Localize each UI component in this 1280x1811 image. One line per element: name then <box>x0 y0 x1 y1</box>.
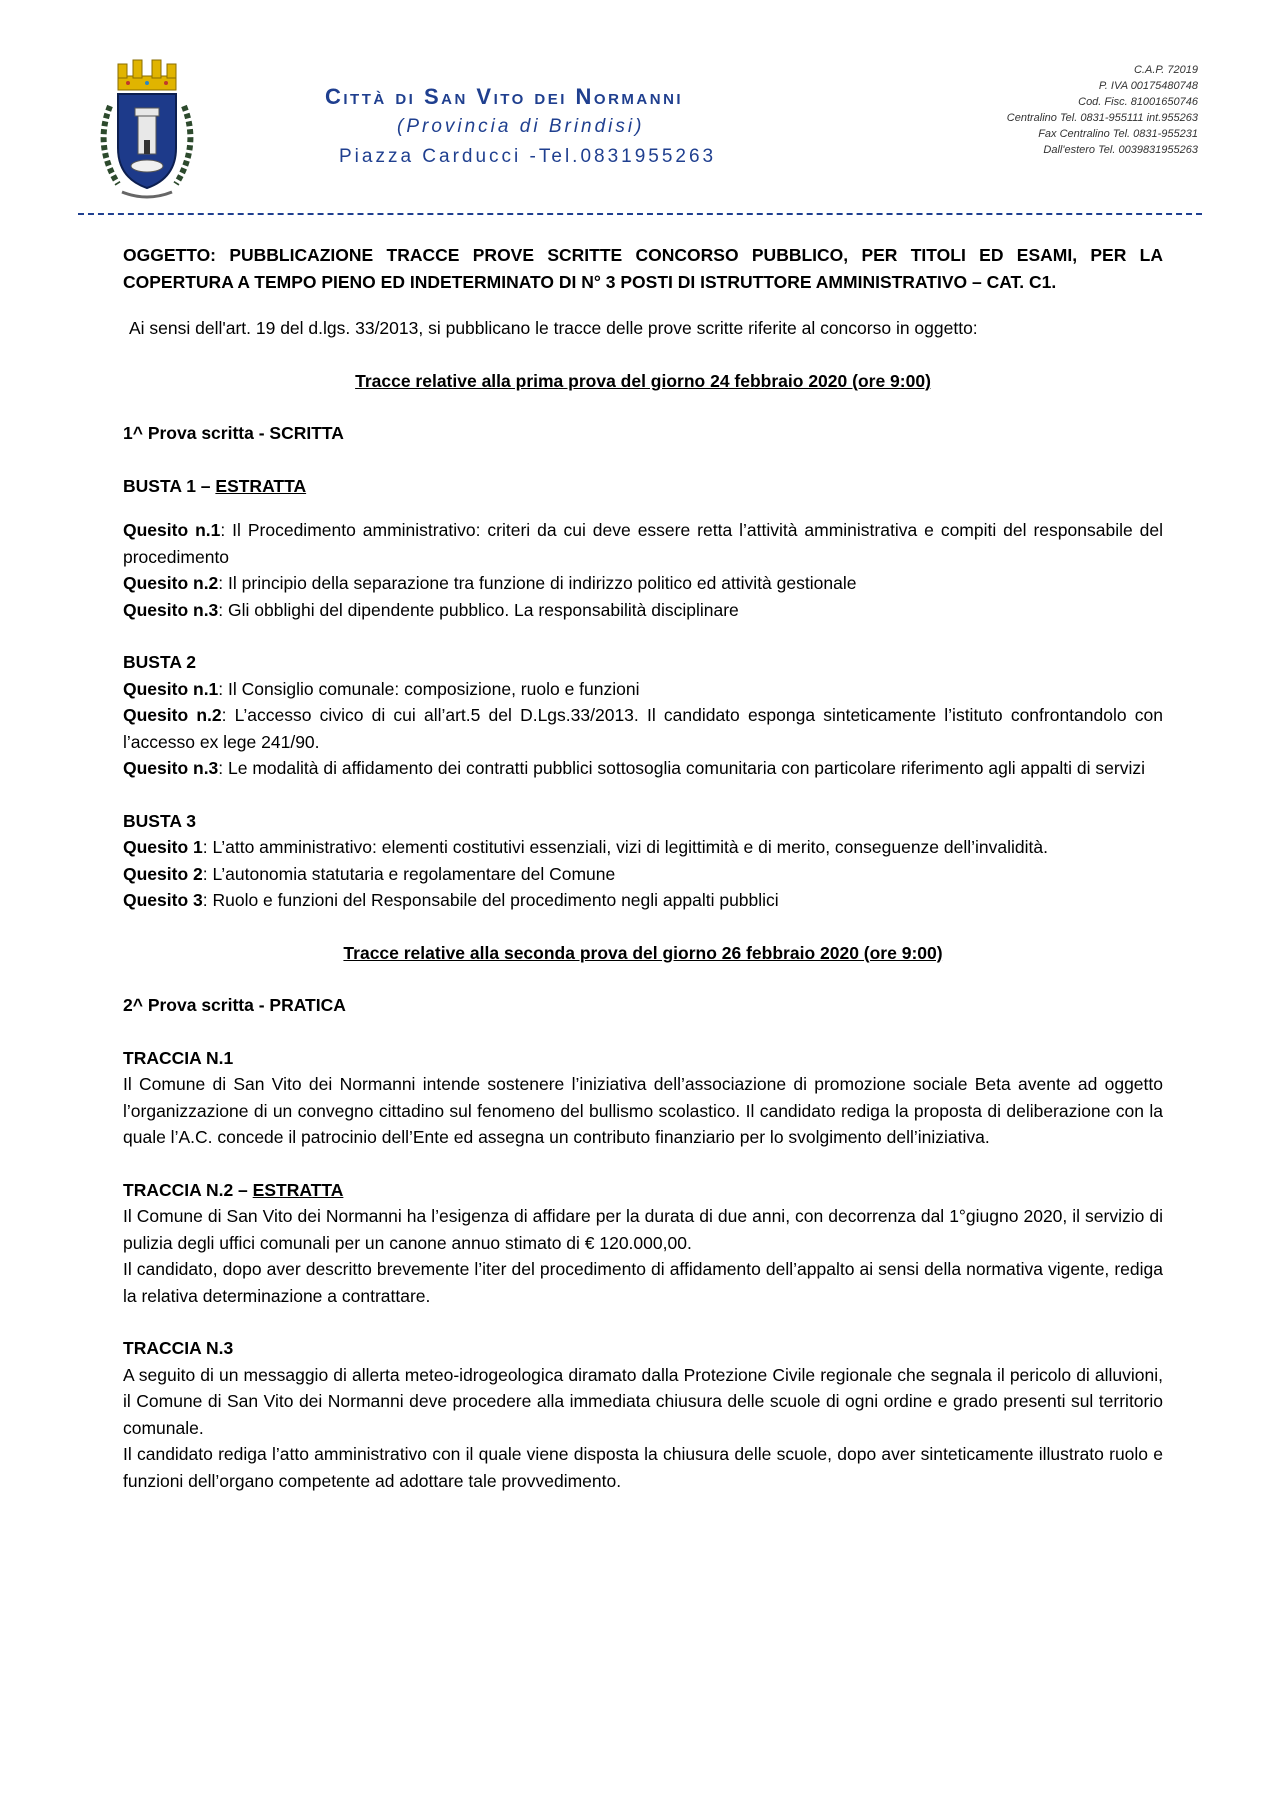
busta3-q2: Quesito 2: L’autonomia statutaria e regolamentare del Comune <box>123 863 616 884</box>
contact-piva: P. IVA 00175480748 <box>1098 80 1198 92</box>
second-test-heading: 2^ Prova scritta - PRATICA <box>123 995 346 1015</box>
org-address: Piazza Carducci -Tel.0831955263 <box>339 146 717 167</box>
org-name: Città di San Vito dei Normanni <box>325 84 684 109</box>
traccia1-text: Il Comune di San Vito dei Normanni intende sostenere l’iniziativa dell’associazione di promozione sociale Beta avente ad oggetto l’organizzazione di un convegno cittadino sul fenomeno del bullismo scolastico. Il candidato rediga la proposta di deliberazione con la quale l’A.C. concede il patrocinio dell’Ente ed assegna un contributo finanziario per lo svolgimento dell’iniziativa. <box>123 1074 1163 1147</box>
contact-fax: Fax Centralino Tel. 0831-955231 <box>1038 128 1198 140</box>
traccia2-text-2: Il candidato, dopo aver descritto brevemente l’iter del procedimento di affidamento dell’appalto ai sensi della normativa vigente, rediga la relativa determinazione a contrattare. <box>123 1259 1163 1306</box>
document-body <box>123 242 1163 1494</box>
org-province: (Provincia di Brindisi) <box>397 116 645 137</box>
contact-centralino: Centralino Tel. 0831-955111 int.955263 <box>1006 112 1198 124</box>
org-header <box>325 82 745 172</box>
busta3-heading: BUSTA 3 <box>123 810 196 831</box>
traccia2-text-1: Il Comune di San Vito dei Normanni ha l’esigenza di affidare per la durata di due anni, con decorrenza dal 1°giugno 2020, il servizio di pulizia degli uffici comunali per un canone annuo stimato di € 120.000,00. <box>123 1206 1163 1253</box>
traccia3-text-1: A seguito di un messaggio di allerta meteo-idrogeologica diramato dalla Protezione Civile regionale che segnala il pericolo di alluvioni, il Comune di San Vito dei Normanni deve procedere alla immediata chiusura delle scuole di ogni ordine e grado presenti sul territorio comunale. <box>123 1364 1163 1438</box>
contact-codfisc: Cod. Fisc. 81001650746 <box>1078 96 1198 108</box>
first-test-heading: 1^ Prova scritta - SCRITTA <box>123 423 344 443</box>
header-divider <box>78 213 1202 215</box>
contact-block <box>1007 62 1198 158</box>
intro: Ai sensi dell'art. 19 del d.lgs. 33/2013, si pubblicano le tracce delle prove scritte riferite al concorso in oggetto: <box>129 318 978 338</box>
busta1-heading: BUSTA 1 – ESTRATTA <box>123 475 307 496</box>
traccia1-heading: TRACCIA N.1 <box>123 1047 234 1068</box>
subject: OGGETTO: PUBBLICAZIONE TRACCE PROVE SCRITTE CONCORSO PUBBLICO, PER TITOLI ED ESAMI, PER LA COPERTURA A TEMPO PIENO ED INDETERMINATO DI N° 3 POSTI DI ISTRUTTORE AMMINISTRATIVO – CAT. C1. <box>123 245 1163 292</box>
busta2-q1: Quesito n.1: Il Consiglio comunale: composizione, ruolo e funzioni <box>123 678 640 699</box>
busta1-q3: Quesito n.3: Gli obblighi del dipendente pubblico. La responsabilità disciplinare <box>123 599 739 620</box>
traccia3-text-2: Il candidato rediga l’atto amministrativo con il quale viene disposta la chiusura delle scuole, dopo aver sinteticamente illustrato ruolo e funzioni dell’organo competente ad adottare tale provvedimento. <box>123 1444 1163 1491</box>
second-test-title: Tracce relative alla seconda prova del giorno 26 febbraio 2020 (ore 9:00) <box>343 942 943 963</box>
busta2-q3: Quesito n.3: Le modalità di affidamento dei contratti pubblici sottosoglia comunitaria con particolare riferimento agli appalti di servizi <box>123 758 1145 778</box>
coat-of-arms-icon <box>88 56 206 202</box>
busta1-q1: Quesito n.1: Il Procedimento amministrativo: criteri da cui deve essere retta l’attività amministrativa e compiti del responsabile del procedimento <box>123 520 1163 567</box>
busta3-q3: Quesito 3: Ruolo e funzioni del Responsabile del procedimento negli appalti pubblici <box>123 890 779 910</box>
busta3-q1: Quesito 1: L’atto amministrativo: elementi costitutivi essenziali, vizi di legittimità e di merito, conseguenze dell’invalidità. <box>123 837 1048 857</box>
traccia3-heading: TRACCIA N.3 <box>123 1338 234 1358</box>
first-test-title: Tracce relative alla prima prova del giorno 24 febbraio 2020 (ore 9:00) <box>355 370 931 391</box>
busta2-heading: BUSTA 2 <box>123 652 196 672</box>
busta2-q2: Quesito n.2: L’accesso civico di cui all’art.5 del D.Lgs.33/2013. Il candidato esponga sinteticamente l’istituto confrontandolo con l’accesso ex lege 241/90. <box>123 705 1163 752</box>
estratta-tag: ESTRATTA <box>252 1179 344 1200</box>
busta1-q2: Quesito n.2: Il principio della separazione tra funzione di indirizzo politico ed attività gestionale <box>123 573 857 593</box>
traccia2-heading: TRACCIA N.2 – ESTRATTA <box>123 1179 344 1200</box>
contact-cap: C.A.P. 72019 <box>1133 64 1198 76</box>
estratta-tag: ESTRATTA <box>215 475 307 496</box>
contact-estero: Dall'estero Tel. 0039831955263 <box>1043 144 1198 156</box>
